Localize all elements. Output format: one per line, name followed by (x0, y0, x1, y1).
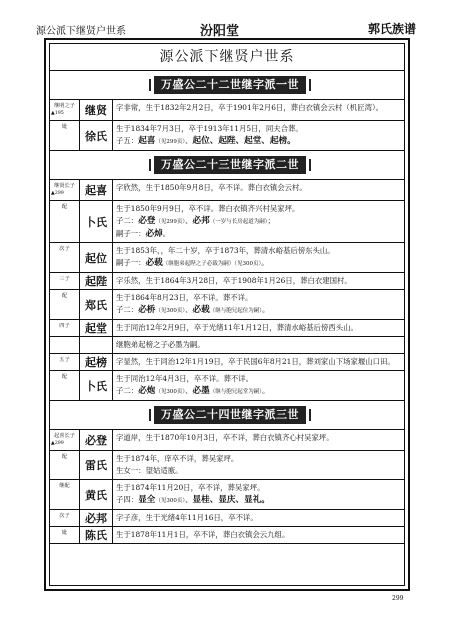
description-line (116, 275, 401, 287)
description-text: 生于1874年，庠卒不详，葬吴家坪。 (116, 454, 239, 463)
person-description (113, 273, 404, 289)
header-left-title: 源公派下继贤户世系 (36, 26, 126, 37)
description-text: 、 (185, 305, 193, 314)
description-text: （继与胞兄起位为嗣） (209, 308, 263, 314)
description-text: 。 (262, 386, 270, 395)
description-text: 字道岸，生于1870年10月3日，卒不详，葬白衣镇齐心村吴家坪。 (116, 433, 334, 442)
person-name: 徐氏 (80, 121, 113, 150)
description-text: 生于同治12年4月3日，卒不详。葬不详。 (116, 374, 254, 383)
description-text: 生于1853年，，年二十岁，卒于1873年，葬清水峪基后傍东头山。 (116, 246, 335, 255)
person-row (50, 320, 404, 337)
relation-text: 配 (61, 204, 68, 210)
description-text: 必焯 (145, 229, 163, 239)
description-line (116, 135, 401, 148)
description-line (116, 245, 401, 257)
description-text: 嗣子一： (116, 229, 146, 238)
description-text: 。 (162, 229, 171, 238)
relation-cell (50, 121, 80, 150)
description-line (116, 385, 401, 398)
description-line (116, 257, 401, 270)
person-description (113, 100, 404, 120)
person-name: 起位 (80, 243, 113, 272)
person-row (50, 430, 404, 451)
generation-title: 万盛公二十四世继字派三世 (154, 406, 306, 424)
description-text: （见299页） (155, 219, 186, 225)
relation-text: 继贤长子 (54, 183, 75, 189)
person-row (50, 243, 404, 273)
relation-text: 起喜长子 (54, 433, 75, 439)
relation-text: 配 (61, 374, 68, 380)
relation-cell (50, 100, 80, 120)
description-line (116, 339, 401, 351)
generation-title: 万盛公二十三世继字派二世 (154, 156, 306, 174)
relation-text: 配 (61, 293, 68, 299)
description-text: 必桥 (138, 305, 156, 315)
description-line (116, 373, 401, 385)
description-text: 生于1874年11月20日，卒不详，葬吴家坪。 (116, 483, 265, 492)
person-name: 卜氏 (80, 201, 113, 242)
relation-cell (50, 201, 80, 242)
person-description (113, 430, 404, 450)
description-line (116, 494, 401, 507)
description-line (116, 102, 401, 114)
genealogy-table (49, 43, 405, 586)
person-name: 卜氏 (80, 371, 113, 400)
description-text: （继与胞兄起堂为嗣） (209, 389, 263, 395)
person-row (50, 510, 404, 527)
person-description (113, 354, 404, 370)
description-text: 必墨 (192, 386, 210, 396)
relation-text: 次子 (59, 513, 70, 519)
person-name: 黄氏 (80, 480, 113, 509)
description-text: （继胞弟起陛之子必载为嗣）（见300页） (162, 261, 262, 267)
description-text: 子二： (116, 305, 139, 314)
description-text: （见300页） (155, 389, 186, 395)
description-text: （一岁与长房起道为嗣） (209, 219, 268, 225)
relation-text: 次子 (59, 246, 70, 252)
generation-header (50, 71, 404, 100)
generation-header (50, 401, 404, 430)
description-line (116, 215, 401, 228)
description-line (116, 182, 401, 194)
person-row (50, 337, 404, 354)
relation-text: 妣 (61, 124, 68, 130)
description-text: （见300页） (155, 308, 186, 314)
description-text: 。 (261, 258, 269, 267)
person-row (50, 371, 404, 401)
description-line (116, 228, 401, 240)
description-text: 、 (185, 495, 193, 504)
relation-cell (50, 371, 80, 400)
person-name: 起堂 (80, 320, 113, 336)
relation-cell (50, 430, 80, 450)
person-row (50, 451, 404, 480)
description-text: 必载 (145, 258, 163, 268)
description-text: 必载 (192, 305, 210, 315)
description-line (116, 292, 401, 304)
description-text: 。 (262, 305, 270, 314)
person-description (113, 527, 404, 543)
relation-text: 妣 (61, 530, 68, 536)
person-name: 必登 (80, 430, 113, 450)
description-text: 嗣子一： (116, 258, 146, 267)
person-name: 郑氏 (80, 290, 113, 319)
generation-header (50, 151, 404, 180)
description-text: 、 (185, 136, 193, 145)
relation-cell (50, 527, 80, 543)
person-name: 必邦 (80, 510, 113, 526)
person-name: 陈氏 (80, 527, 113, 543)
person-name: 起喜 (80, 180, 113, 200)
description-text: 生于1864年8月23日，卒不详。葬不详。 (116, 293, 253, 302)
description-text: 显全 (138, 495, 156, 505)
description-line (116, 123, 401, 135)
person-description (113, 180, 404, 200)
description-text: 生于1850年9月9日，卒不详。葬白衣镇齐兴村吴家坪。 (116, 204, 300, 213)
description-line (116, 356, 401, 368)
description-text: 必登 (138, 216, 156, 226)
description-text: ； (267, 216, 275, 225)
person-row (50, 354, 404, 371)
person-name: 起榜 (80, 354, 113, 370)
description-line (116, 512, 401, 524)
relation-text: 三子 (59, 276, 70, 282)
person-row (50, 121, 404, 151)
description-text: 子二： (116, 386, 139, 395)
description-text: 字子彦，生于光绪4年11月16日，卒不详。 (116, 513, 258, 522)
description-text: 字欣然，生于1850年9月8日，卒不详。葬白衣镇会云村。 (116, 183, 307, 192)
relation-page-ref: ▲299 (51, 191, 64, 196)
generation-title: 万盛公二十二世继字派一世 (154, 76, 306, 94)
person-name: 起陛 (80, 273, 113, 289)
person-name: 继贤 (80, 100, 113, 120)
description-text: 起位、起陛、起堂、起榜。 (192, 136, 296, 146)
description-text: 字显然，生于同治12年1月19日，卒于民国6年8月21日，葬刘家山下场家堰山口田。 (116, 357, 395, 366)
description-line (116, 453, 401, 465)
relation-cell (50, 451, 80, 479)
person-description (113, 290, 404, 319)
description-line (116, 304, 401, 317)
relation-cell (50, 510, 80, 526)
person-name: 雷氏 (80, 451, 113, 479)
relation-page-ref: ▲299 (51, 441, 64, 446)
person-description (113, 510, 404, 526)
description-text: 继胞弟起榜之子必墨为嗣。 (116, 340, 205, 349)
relation-cell (50, 290, 80, 319)
header-hall-name: 汾阳堂 (200, 24, 240, 39)
description-text: 生于1878年11月1日，卒不详，葬白衣镇会云九组。 (116, 530, 290, 539)
description-line (116, 465, 401, 477)
description-text: 子二： (116, 216, 139, 225)
relation-cell (50, 320, 80, 336)
description-line (116, 529, 401, 541)
relation-cell (50, 273, 80, 289)
person-row (50, 527, 404, 544)
description-line (116, 203, 401, 215)
person-description (113, 371, 404, 400)
person-row (50, 290, 404, 320)
description-text: 必邦 (192, 216, 210, 226)
description-line (116, 432, 401, 444)
description-text: 生女一：望姑适廒。 (116, 466, 183, 475)
description-text: 子四： (116, 495, 139, 504)
description-text: 字乐然，生于1864年3月28日，卒于1908年1月26日，葬白衣建国村。 (116, 276, 352, 285)
person-description (113, 451, 404, 479)
person-description (113, 243, 404, 272)
person-row (50, 480, 404, 510)
description-text: 、 (185, 386, 193, 395)
person-row (50, 273, 404, 290)
person-description (113, 337, 404, 353)
person-row (50, 100, 404, 121)
person-row (50, 201, 404, 243)
relation-text: 四子 (59, 323, 70, 329)
relation-text: 继明之子 (54, 103, 75, 109)
description-text: 起喜 (138, 136, 156, 146)
person-description (113, 320, 404, 336)
description-text: 字非常，生于1832年2月2日，卒于1901年2月6日，葬白衣镇会云村（机匠湾）。 (116, 103, 384, 112)
relation-text: 五子 (59, 357, 70, 363)
description-text: 显桂、显庆、显礼。 (192, 495, 270, 505)
relation-cell (50, 337, 80, 353)
description-text: 子五： (116, 136, 139, 145)
description-text: 必炮 (138, 386, 156, 396)
header-book-name: 郭氏族谱 (368, 22, 417, 36)
relation-text: 配 (61, 454, 68, 460)
description-text: 、 (185, 216, 193, 225)
table-title: 源公派下继贤户世系 (50, 44, 404, 71)
person-description (113, 480, 404, 509)
relation-cell (50, 354, 80, 370)
description-line (116, 322, 401, 334)
description-text: （见300页） (155, 498, 186, 504)
person-description (113, 201, 404, 242)
person-description (113, 121, 404, 150)
page-header (0, 0, 455, 38)
relation-page-ref: ▲195 (51, 111, 64, 116)
person-row (50, 180, 404, 201)
person-name (80, 337, 113, 353)
relation-text: 继配 (59, 483, 70, 489)
relation-cell (50, 480, 80, 509)
relation-cell (50, 243, 80, 272)
relation-cell (50, 180, 80, 200)
genealogy-table-frame (44, 38, 410, 591)
description-line (116, 482, 401, 494)
description-text: 生于同治12年2月9日，卒于光绪11年1月12日，葬清水峪基后傍西头山。 (116, 323, 358, 332)
description-text: （见299页） (155, 139, 186, 145)
description-text: 生于1834年7月3日，卒于1913年11月5日，同夫合葬。 (116, 124, 303, 133)
page-number: 299 (392, 595, 404, 602)
